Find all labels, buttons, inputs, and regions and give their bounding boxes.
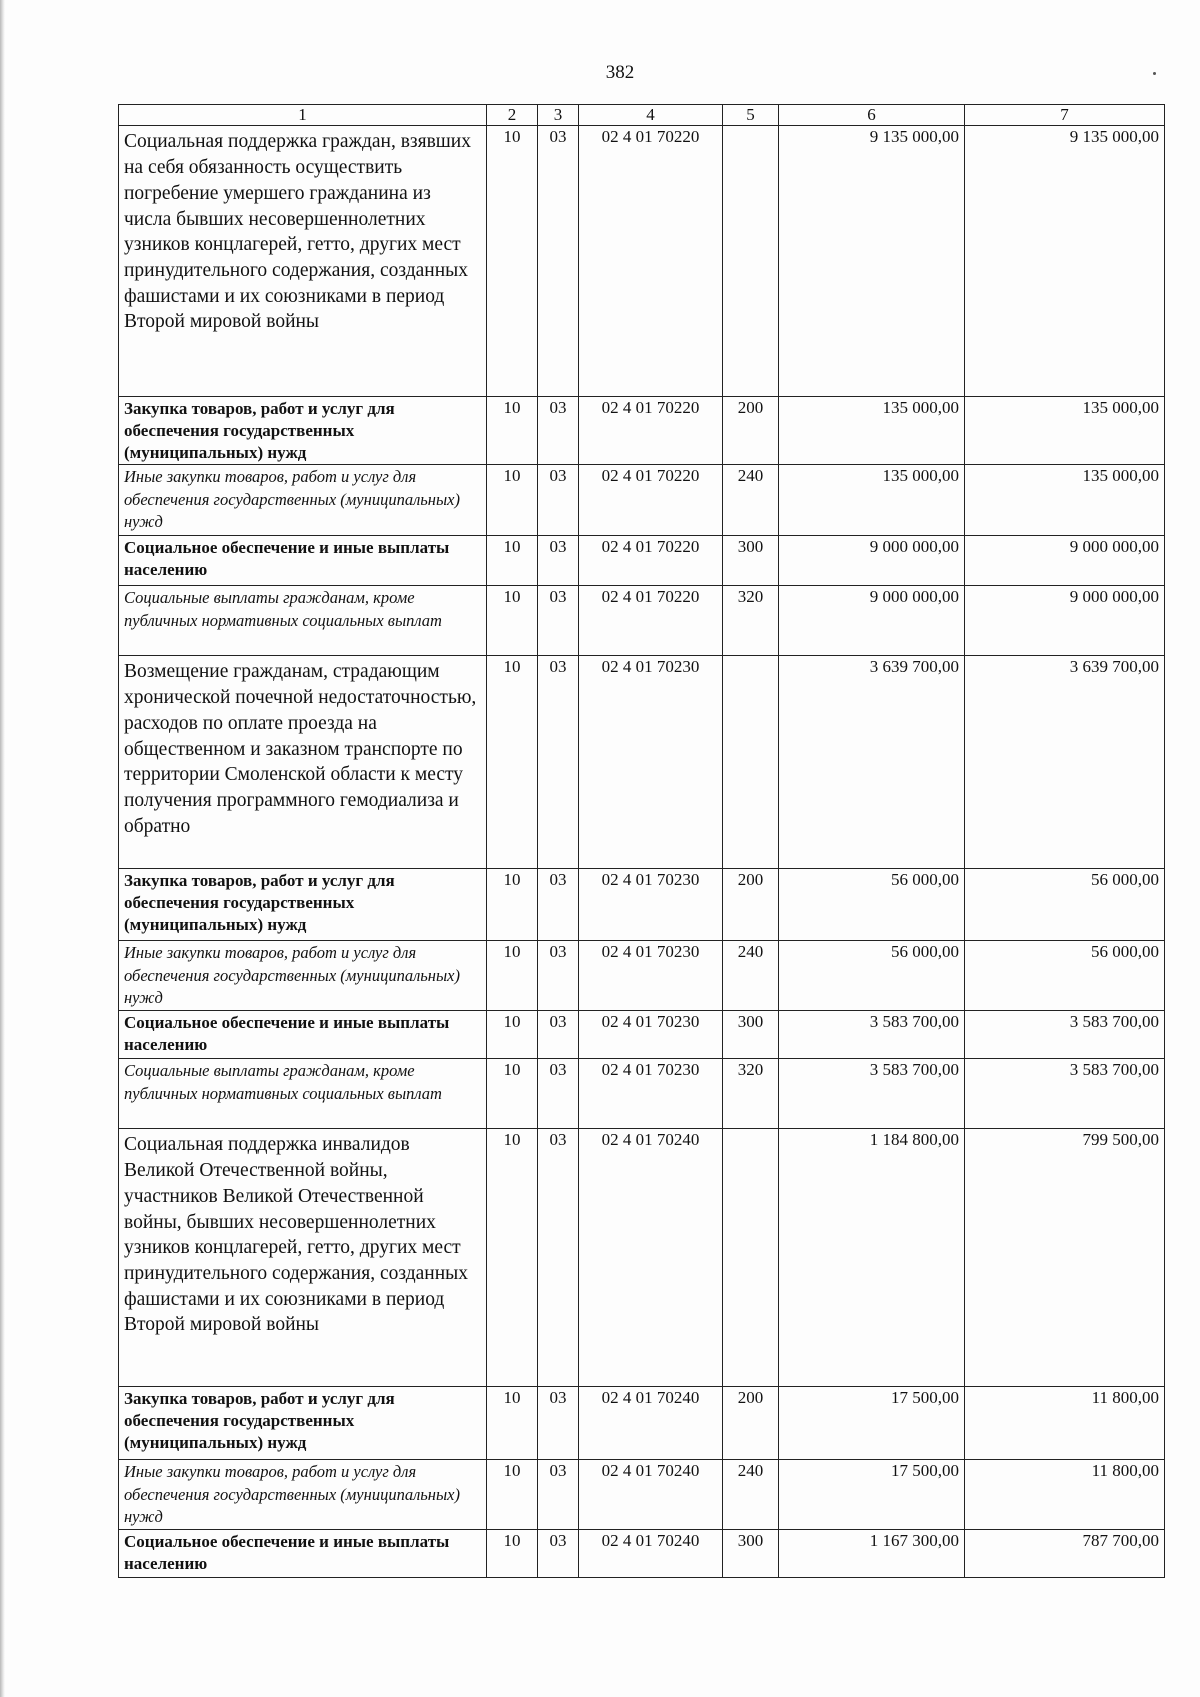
row-sum-year-1: 3 583 700,00	[779, 1059, 965, 1129]
row-csr-code: 02 4 01 70230	[579, 1059, 723, 1129]
row-razdel: 10	[487, 1460, 538, 1530]
row-podrazdel: 03	[538, 126, 579, 397]
row-podrazdel: 03	[538, 465, 579, 536]
row-vr-code: 320	[723, 586, 779, 656]
row-sum-year-2: 787 700,00	[965, 1530, 1165, 1578]
row-razdel: 10	[487, 536, 538, 586]
row-csr-code: 02 4 01 70240	[579, 1530, 723, 1578]
row-razdel: 10	[487, 1530, 538, 1578]
row-sum-year-2: 135 000,00	[965, 397, 1165, 465]
header-col-2: 2	[487, 105, 538, 126]
row-name: Закупка товаров, работ и услуг для обеспечения государственных (муниципальных) нужд	[119, 397, 487, 465]
row-podrazdel: 03	[538, 536, 579, 586]
table-row	[119, 586, 1165, 656]
row-csr-code: 02 4 01 70220	[579, 397, 723, 465]
row-csr-code: 02 4 01 70240	[579, 1460, 723, 1530]
row-sum-year-1: 17 500,00	[779, 1387, 965, 1460]
row-csr-code: 02 4 01 70240	[579, 1387, 723, 1460]
header-col-3: 3	[538, 105, 579, 126]
row-csr-code: 02 4 01 70230	[579, 869, 723, 941]
row-razdel: 10	[487, 869, 538, 941]
row-name: Закупка товаров, работ и услуг для обеспечения государственных (муниципальных) нужд	[119, 869, 487, 941]
header-col-5: 5	[723, 105, 779, 126]
row-csr-code: 02 4 01 70220	[579, 126, 723, 397]
scan-edge-shadow	[0, 0, 5, 1697]
table-row	[119, 1059, 1165, 1129]
row-razdel: 10	[487, 126, 538, 397]
row-csr-code: 02 4 01 70220	[579, 465, 723, 536]
header-col-4: 4	[579, 105, 723, 126]
header-row	[119, 105, 1165, 126]
row-vr-code: 320	[723, 1059, 779, 1129]
row-vr-code: 200	[723, 869, 779, 941]
row-csr-code: 02 4 01 70230	[579, 1011, 723, 1059]
row-sum-year-1: 56 000,00	[779, 869, 965, 941]
row-sum-year-1: 9 000 000,00	[779, 536, 965, 586]
table-row	[119, 126, 1165, 397]
table-row	[119, 1530, 1165, 1578]
scan-speck	[1153, 72, 1156, 75]
row-csr-code: 02 4 01 70230	[579, 941, 723, 1011]
row-name: Закупка товаров, работ и услуг для обеспечения государственных (муниципальных) нужд	[119, 1387, 487, 1460]
row-name: Социальная поддержка граждан, взявших на себя обязанность осуществить погребение умершего гражданина из числа бывших несовершеннолетних узников концлагерей, гетто, других мест принудительного содержания, созданных фашистами и их союзниками в период Второй мировой войны	[119, 126, 487, 397]
row-sum-year-1: 1 184 800,00	[779, 1129, 965, 1387]
row-sum-year-1: 9 000 000,00	[779, 586, 965, 656]
table-row	[119, 397, 1165, 465]
row-podrazdel: 03	[538, 869, 579, 941]
row-vr-code	[723, 656, 779, 869]
row-vr-code: 300	[723, 536, 779, 586]
row-razdel: 10	[487, 465, 538, 536]
table-row	[119, 656, 1165, 869]
header-col-1: 1	[119, 105, 487, 126]
row-sum-year-2: 11 800,00	[965, 1387, 1165, 1460]
row-sum-year-1: 56 000,00	[779, 941, 965, 1011]
row-name: Возмещение гражданам, страдающим хронической почечной недостаточностью, расходов по оплате проезда на общественном и заказном транспорте по территории Смоленской области к месту получения программного гемодиализа и обратно	[119, 656, 487, 869]
row-sum-year-2: 56 000,00	[965, 869, 1165, 941]
row-name: Социальные выплаты гражданам, кроме публичных нормативных социальных выплат	[119, 1059, 487, 1129]
row-sum-year-2: 3 639 700,00	[965, 656, 1165, 869]
row-razdel: 10	[487, 656, 538, 869]
row-vr-code: 300	[723, 1530, 779, 1578]
row-podrazdel: 03	[538, 1011, 579, 1059]
table-body	[119, 126, 1165, 1578]
row-sum-year-1: 1 167 300,00	[779, 1530, 965, 1578]
row-podrazdel: 03	[538, 1059, 579, 1129]
row-razdel: 10	[487, 1387, 538, 1460]
row-sum-year-2: 11 800,00	[965, 1460, 1165, 1530]
row-sum-year-1: 135 000,00	[779, 397, 965, 465]
row-sum-year-1: 135 000,00	[779, 465, 965, 536]
row-sum-year-1: 9 135 000,00	[779, 126, 965, 397]
page-number: 382	[605, 62, 635, 83]
row-sum-year-2: 799 500,00	[965, 1129, 1165, 1387]
table-row	[119, 1387, 1165, 1460]
row-csr-code: 02 4 01 70230	[579, 656, 723, 869]
table-row	[119, 536, 1165, 586]
row-vr-code: 240	[723, 1460, 779, 1530]
row-vr-code: 200	[723, 397, 779, 465]
header-col-6: 6	[779, 105, 965, 126]
row-podrazdel: 03	[538, 586, 579, 656]
row-podrazdel: 03	[538, 656, 579, 869]
row-razdel: 10	[487, 1059, 538, 1129]
row-razdel: 10	[487, 941, 538, 1011]
table-row	[119, 869, 1165, 941]
row-sum-year-2: 9 000 000,00	[965, 586, 1165, 656]
row-name: Социальное обеспечение и иные выплаты населению	[119, 1530, 487, 1578]
table-row	[119, 1129, 1165, 1387]
row-name: Социальные выплаты гражданам, кроме публичных нормативных социальных выплат	[119, 586, 487, 656]
row-razdel: 10	[487, 586, 538, 656]
row-vr-code: 300	[723, 1011, 779, 1059]
row-vr-code	[723, 126, 779, 397]
table-row	[119, 1460, 1165, 1530]
row-razdel: 10	[487, 1129, 538, 1387]
row-name: Социальное обеспечение и иные выплаты населению	[119, 536, 487, 586]
row-name: Иные закупки товаров, работ и услуг для обеспечения государственных (муниципальных) нужд	[119, 465, 487, 536]
row-sum-year-1: 3 583 700,00	[779, 1011, 965, 1059]
row-sum-year-2: 9 135 000,00	[965, 126, 1165, 397]
row-sum-year-2: 56 000,00	[965, 941, 1165, 1011]
row-name: Социальное обеспечение и иные выплаты населению	[119, 1011, 487, 1059]
row-csr-code: 02 4 01 70240	[579, 1129, 723, 1387]
row-sum-year-2: 135 000,00	[965, 465, 1165, 536]
row-vr-code: 240	[723, 465, 779, 536]
row-razdel: 10	[487, 1011, 538, 1059]
row-podrazdel: 03	[538, 941, 579, 1011]
row-sum-year-1: 17 500,00	[779, 1460, 965, 1530]
row-name: Социальная поддержка инвалидов Великой Отечественной войны, участников Великой Отечественной войны, бывших несовершеннолетних узников концлагерей, гетто, других мест принудительного содержания, созданных фашистами и их союзниками в период Второй мировой войны	[119, 1129, 487, 1387]
row-podrazdel: 03	[538, 1387, 579, 1460]
row-podrazdel: 03	[538, 1530, 579, 1578]
row-vr-code	[723, 1129, 779, 1387]
row-razdel: 10	[487, 397, 538, 465]
budget-table	[118, 104, 1165, 1578]
table-row	[119, 465, 1165, 536]
row-name: Иные закупки товаров, работ и услуг для обеспечения государственных (муниципальных) нужд	[119, 941, 487, 1011]
row-csr-code: 02 4 01 70220	[579, 536, 723, 586]
row-sum-year-2: 9 000 000,00	[965, 536, 1165, 586]
row-vr-code: 240	[723, 941, 779, 1011]
table-row	[119, 941, 1165, 1011]
row-sum-year-2: 3 583 700,00	[965, 1011, 1165, 1059]
row-vr-code: 200	[723, 1387, 779, 1460]
row-sum-year-1: 3 639 700,00	[779, 656, 965, 869]
table-row	[119, 1011, 1165, 1059]
row-podrazdel: 03	[538, 1129, 579, 1387]
row-csr-code: 02 4 01 70220	[579, 586, 723, 656]
row-podrazdel: 03	[538, 397, 579, 465]
header-col-7: 7	[965, 105, 1165, 126]
row-name: Иные закупки товаров, работ и услуг для обеспечения государственных (муниципальных) нужд	[119, 1460, 487, 1530]
row-podrazdel: 03	[538, 1460, 579, 1530]
row-sum-year-2: 3 583 700,00	[965, 1059, 1165, 1129]
table-header	[119, 105, 1165, 126]
